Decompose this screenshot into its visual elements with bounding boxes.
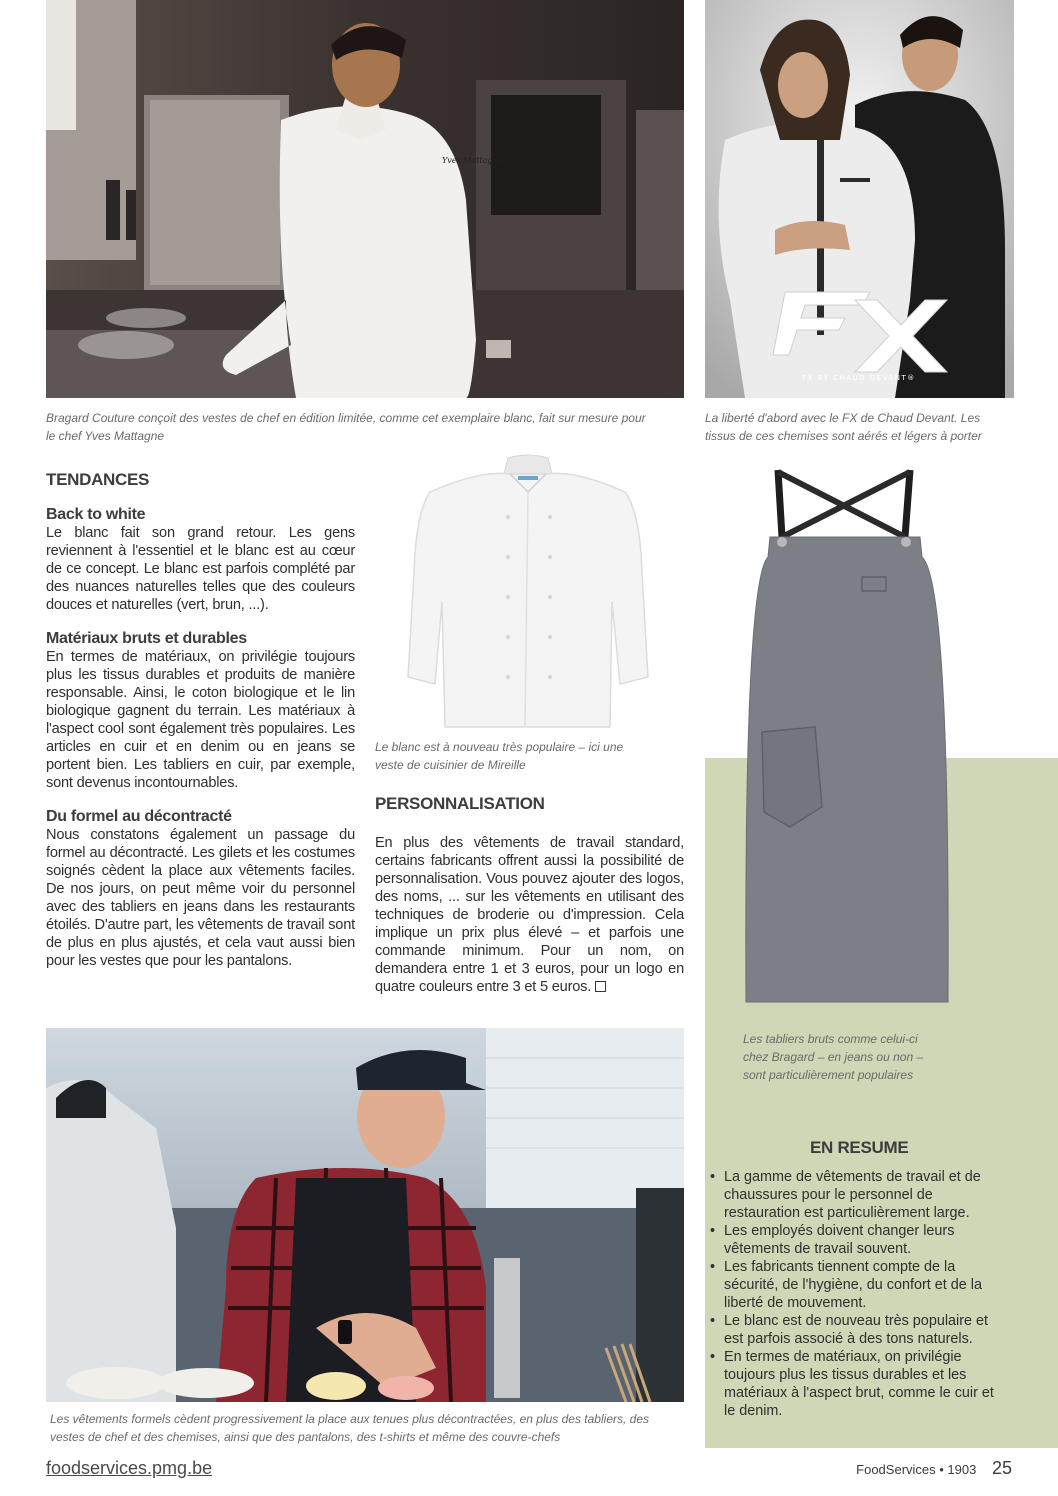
personnalisation-text: En plus des vêtements de travail standard, certains fabricants offrent aussi la possibilité de personnalisation. Vous pouvez ajouter des logos, des noms, ... sur les vêtements en utilisant des techniques de broderie ou d'impression. Cela implique un prix plus élevé – et parfois une commande minimum. Pour un nom, on demandera entre 1 et 3 euros, pour un logo en quatre couleurs entre 3 et 5 euros. bbox=[375, 835, 684, 995]
fx-tagline: FX BY CHAUD DEVANT® bbox=[802, 374, 916, 382]
section-formel bbox=[46, 808, 355, 970]
magazine-issue: FoodServices • 1903 bbox=[856, 1462, 977, 1477]
kitchen-staff-photo bbox=[46, 1028, 684, 1402]
section-materiaux bbox=[46, 630, 355, 792]
personnalisation-paragraph bbox=[375, 834, 684, 996]
section-title: Matériaux bruts et durables bbox=[46, 630, 247, 647]
kitchen-photo-caption: Les vêtements formels cèdent progressivement la place aux tenues plus décontractées, en plus des tabliers, des vestes de chef et des chemises, ainsi que des pantalons, des t-shirts et même des couvre-chefs bbox=[50, 1412, 649, 1444]
page-number: 25 bbox=[991, 1458, 1012, 1478]
resume-list bbox=[706, 1168, 1006, 1420]
resume-item: • Le blanc est de nouveau très populaire et est parfois associé à des tons naturels. bbox=[706, 1312, 1006, 1348]
section-text: En termes de matériaux, on privilégie toujours plus les tissus durables et produits de manière responsable. Ainsi, le coton biologique et le lin biologique gagnent du terrain. Les matériaux à l'aspect cool sont également très populaires. Les articles en cuir et en denim ou en jeans se portent bien. Les tabliers en cuir, par exemple, sont devenus incontournables. bbox=[46, 649, 355, 791]
jacket-photo-caption: Le blanc est à nouveau très populaire – ici une veste de cuisinier de Mireille bbox=[375, 740, 624, 772]
section-title: Back to white bbox=[46, 506, 146, 523]
resume-heading: EN RESUME bbox=[810, 1138, 909, 1157]
personnalisation-column bbox=[375, 834, 684, 996]
resume-item: • La gamme de vêtements de travail et de chaussures pour le personnel de restauration est particulièrement large. bbox=[706, 1168, 1006, 1222]
tendances-heading: TENDANCES bbox=[46, 470, 150, 489]
end-of-article-icon bbox=[595, 981, 606, 992]
personnalisation-heading: PERSONNALISATION bbox=[375, 794, 545, 813]
section-title: Du formel au décontracté bbox=[46, 808, 232, 825]
apron-photo bbox=[740, 462, 955, 1010]
section-text: Nous constatons également un passage du formel au décontracté. Les gilets et les costumes soignés cèdent la place aux vêtements faciles. De nos jours, on peut même voir du personnel avec des tabliers en jeans dans les restaurants étoilés. D'autre part, les vêtements de travail sont de plus en plus ajustés, et cela vaut aussi bien pour les vestes que pour les pantalons. bbox=[46, 827, 355, 969]
apron-photo-caption: Les tabliers bruts comme celui-ci chez Bragard – en jeans ou non – sont particulièrement populaires bbox=[743, 1032, 924, 1082]
chef-photo-caption: Bragard Couture conçoit des vestes de chef en édition limitée, comme cet exemplaire blanc, fait sur mesure pour le chef Yves Mattagne bbox=[46, 411, 646, 443]
resume-list-wrap bbox=[706, 1168, 1006, 1420]
chef-jacket-signature: Yves Mattagne bbox=[442, 156, 503, 165]
website-link[interactable]: foodservices.pmg.be bbox=[46, 1458, 213, 1478]
section-back-to-white bbox=[46, 506, 355, 614]
section-text: Le blanc fait son grand retour. Les gens reviennent à l'essentiel et le blanc est au cœur de ce concept. Le blanc est parfois complété par des nuances naturelles telles que des couleurs douces et naturelles (vert, brun, ...). bbox=[46, 525, 355, 613]
fx-photo bbox=[705, 0, 1014, 398]
resume-item: • En termes de matériaux, on privilégie toujours plus les tissus durables et les matériaux à l'aspect brut, comme le cuir et le denim. bbox=[706, 1348, 1006, 1420]
resume-item: • Les fabricants tiennent compte de la sécurité, de l'hygiène, du confort et de la liberté de mouvement. bbox=[706, 1258, 1006, 1312]
chef-photo bbox=[46, 0, 684, 398]
tendances-column bbox=[46, 506, 355, 986]
page-footer bbox=[856, 1458, 1012, 1479]
resume-item: • Les employés doivent changer leurs vêtements de travail souvent. bbox=[706, 1222, 1006, 1258]
fx-photo-caption: La liberté d'abord avec le FX de Chaud Devant. Les tissus de ces chemises sont aérés et légers à porter bbox=[705, 411, 982, 443]
white-jacket-photo bbox=[400, 452, 655, 730]
